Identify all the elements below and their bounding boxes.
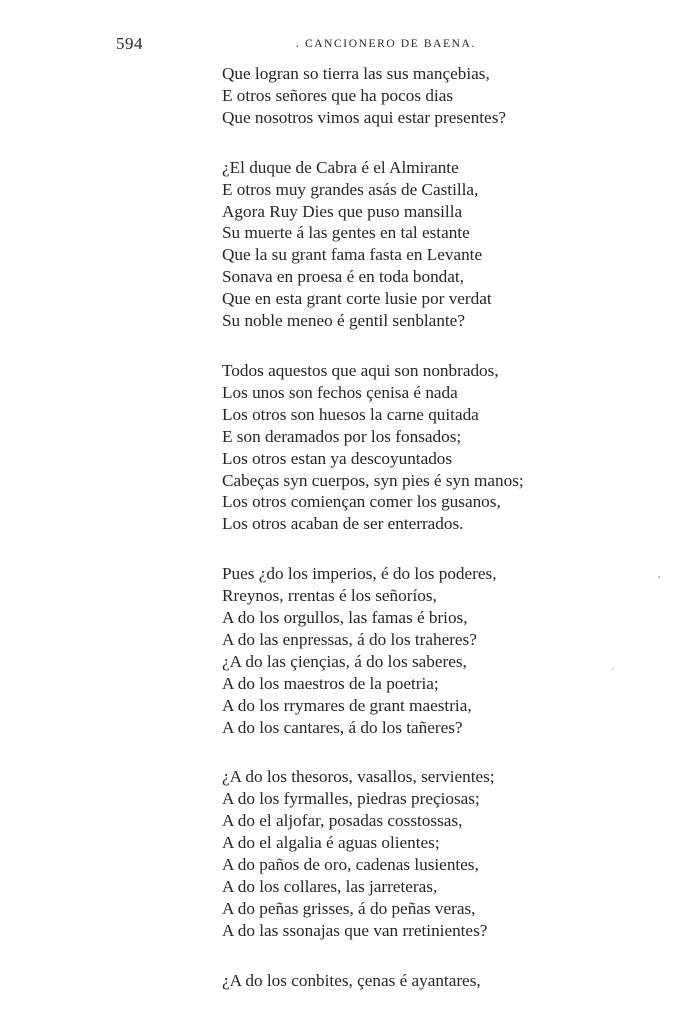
verse-line: ¿El duque de Cabra é el Almirante [222,157,459,177]
verse-line: A do peñas grisses, á do peñas veras, [222,898,476,918]
verse-line: Su muerte á las gentes en tal estante [222,223,470,243]
poem-text [222,63,642,1020]
stanza [222,766,642,941]
verse-line: Rreynos, rrentas é los señoríos, [222,586,437,606]
verse-line: A do los maestros de la poetria; [222,673,439,693]
stanza [222,563,642,738]
verse-line: A do los rrymares de grant maestria, [222,695,472,715]
verse-line: E otros muy grandes asás de Castilla, [222,179,479,199]
stanza [222,360,642,535]
verse-line: Agora Ruy Dies que puso mansilla [222,201,463,221]
verse-line: Pues ¿do los imperios, é do los poderes, [222,564,497,584]
verse-line: Los unos son fechos çenisa é nada [222,382,458,402]
verse-line: E otros señores que ha pocos dias [222,85,454,105]
verse-line: Los otros comiençan comer los gusanos, [222,492,501,512]
verse-line: Sonava en proesa é en toda bondat, [222,267,464,287]
paper-speck [612,668,614,670]
verse-line: Los otros son huesos la carne quitada [222,404,479,424]
verse-line: Que logran so tierra las sus mançebias, [222,64,490,83]
verse-line: A do las enpressas, á do los traheres? [222,629,477,649]
running-head: . CANCIONERO DE BAENA. [296,38,476,50]
stanza [222,157,642,332]
stanza [222,970,642,992]
verse-line: A do el aljofar, posadas cosstossas, [222,811,463,831]
verse-line: Cabeças syn cuerpos, syn pies é syn manos; [222,470,524,490]
verse-line: Que nosotros vimos aqui estar presentes? [222,107,507,127]
verse-line: Todos aquestos que aqui son nonbrados, [222,360,499,380]
verse-line: A do el algalia é aguas olientes; [222,833,440,853]
stanza [222,63,642,129]
verse-line: Los otros estan ya descoyuntados [222,448,453,468]
verse-line: A do las ssonajas que van rretinientes? [222,920,488,940]
verse-line: E son deramados por los fonsados; [222,426,462,446]
verse-line: Los otros acaban de ser enterrados. [222,514,464,534]
verse-line: A do los cantares, á do los tañeres? [222,717,463,737]
verse-line: A do paños de oro, cadenas lusientes, [222,855,479,875]
verse-line: A do los orgullos, las famas é brios, [222,608,468,628]
verse-line: Que la su grant fama fasta en Levante [222,245,483,265]
verse-line: ¿A do los thesoros, vasallos, servientes; [222,767,495,787]
verse-line: A do los fyrmalles, piedras preçiosas; [222,789,480,809]
paper-speck [658,576,660,578]
verse-line: ¿A do los conbites, çenas é ayantares, [222,970,481,990]
verse-line: Que en esta grant corte lusie por verdat [222,289,492,309]
verse-line: Su noble meneo é gentil senblante? [222,311,465,331]
verse-line: A do los collares, las jarreteras, [222,877,438,896]
page-number: 594 [116,34,143,53]
verse-line: ¿A do las çiençias, á do los saberes, [222,651,467,671]
